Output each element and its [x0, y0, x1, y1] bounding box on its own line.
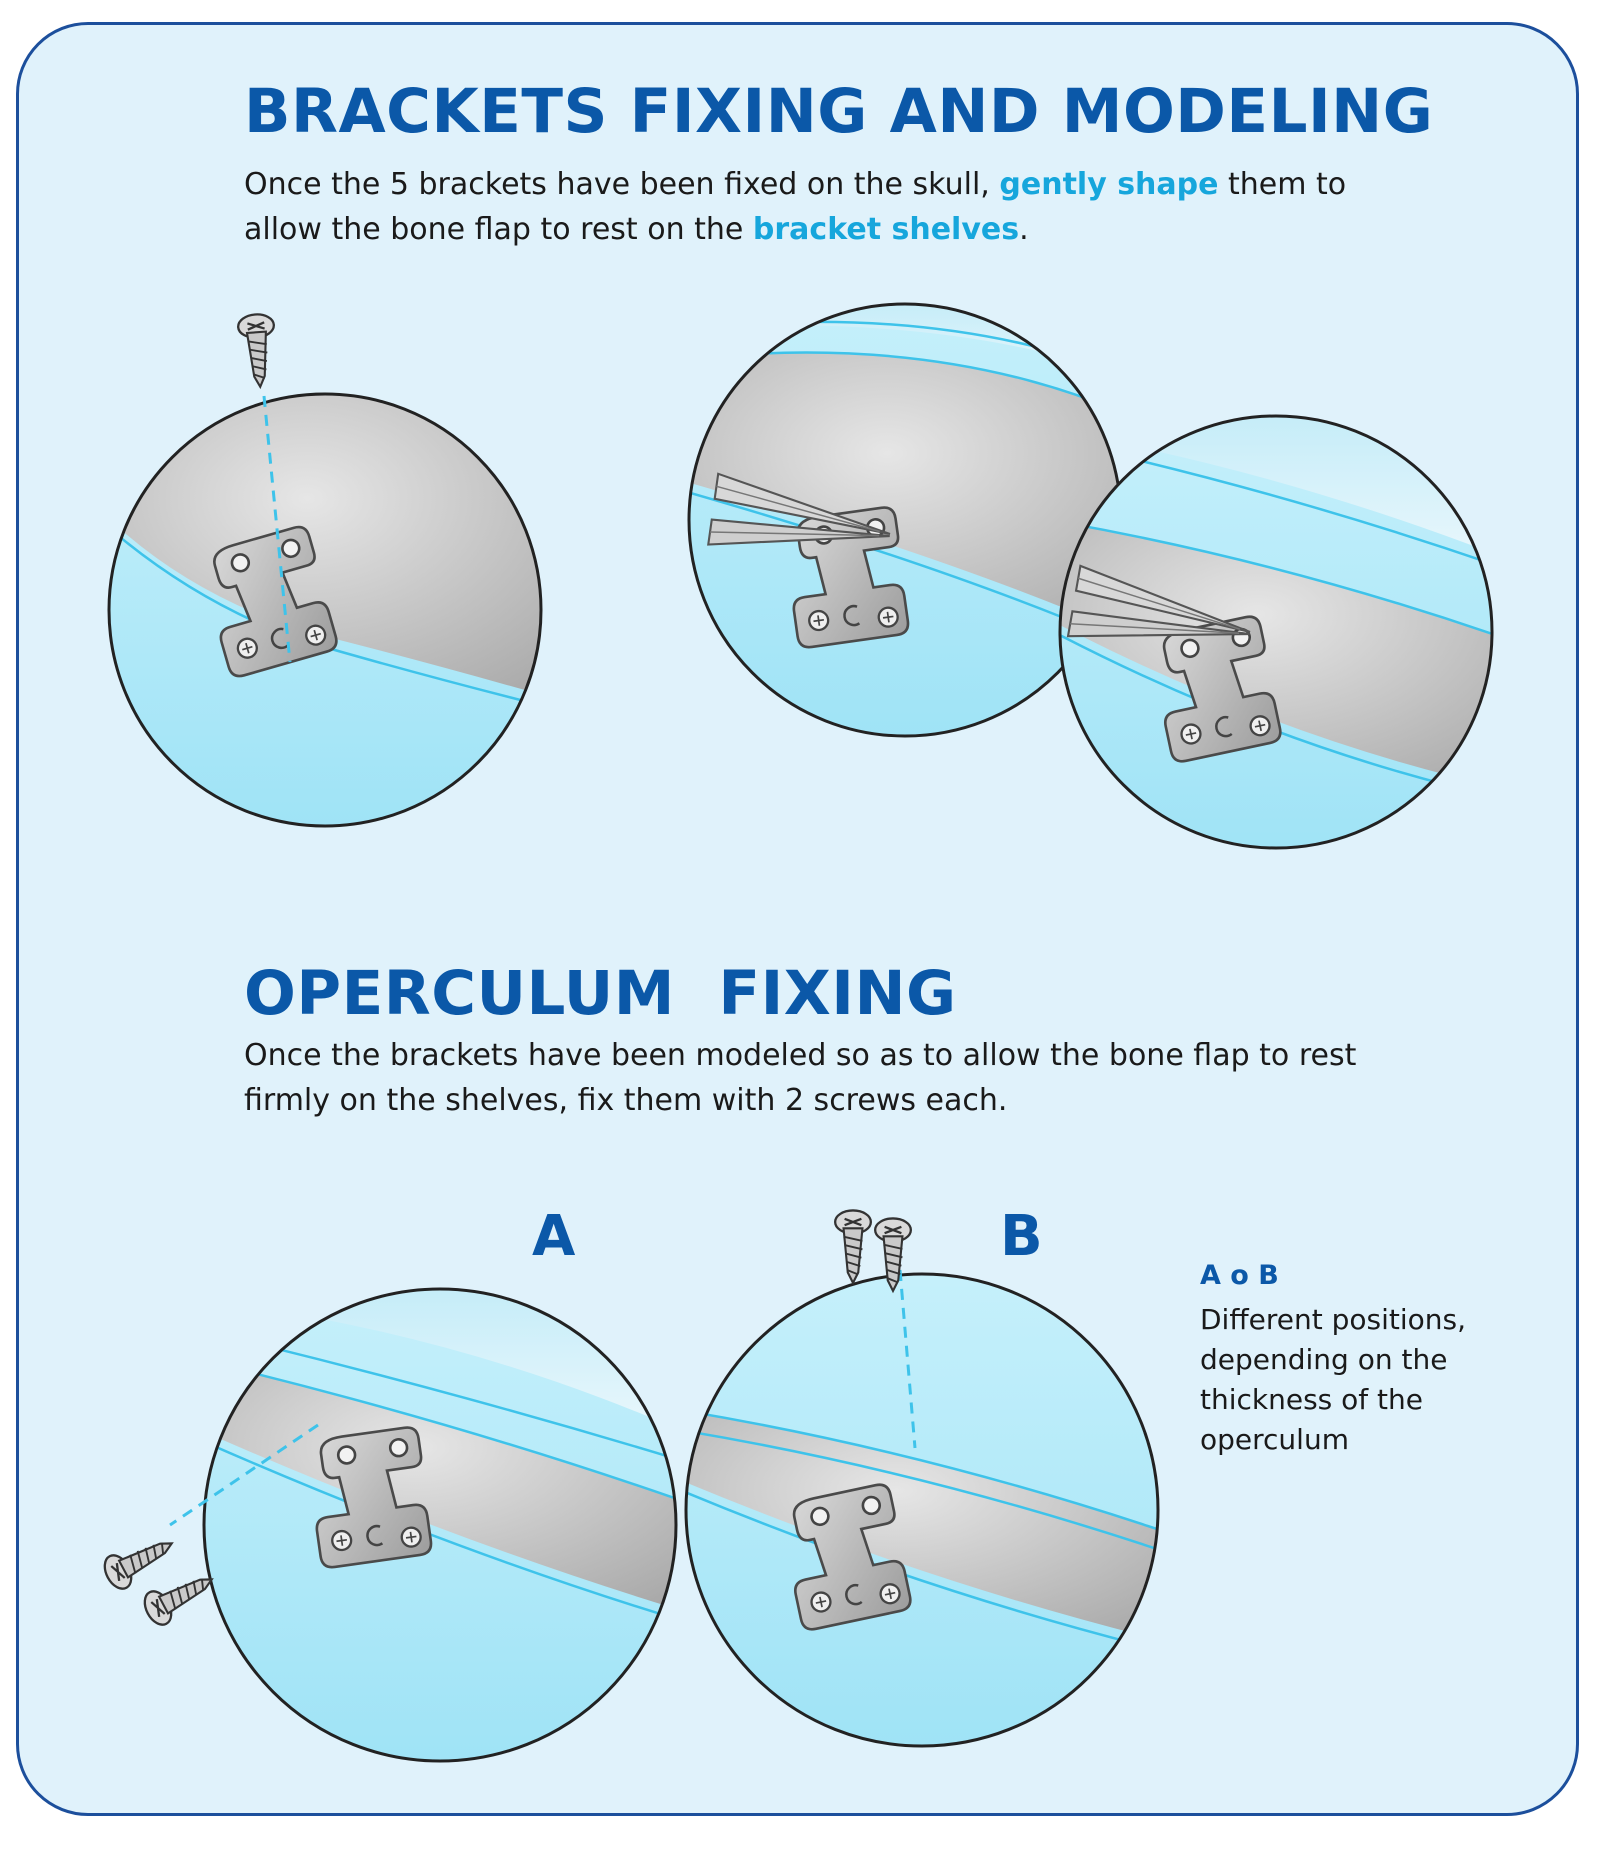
section-text-brackets-line2: allow the bone flap to rest on the bracket shelves. [244, 212, 1029, 247]
note-text: Different positions, depending on the thickness of the operculum [1200, 1303, 1466, 1456]
section-text-operculum-line2: firmly on the shelves, fix them with 2 screws each. [244, 1083, 1008, 1118]
section-text-brackets-line1: Once the 5 brackets have been fixed on the skull, gently shape them to [244, 167, 1347, 202]
section-text-operculum-line1: Once the brackets have been modeled so as to allow the bone flap to rest [244, 1038, 1357, 1073]
note-title: A o B [1200, 1260, 1279, 1291]
illustration-position-b [680, 1210, 1160, 1750]
highlight-bracket-shelves: bracket shelves [752, 212, 1020, 247]
illustration-bracket-on-skull [100, 313, 560, 830]
screw-icon [99, 1528, 180, 1594]
label-position-a: A [532, 1204, 576, 1269]
section-title-brackets: BRACKETS FIXING AND MODELING [244, 76, 1434, 147]
highlight-gently-shape: gently shape [999, 167, 1219, 202]
illustration-shaped-bracket [1050, 410, 1510, 860]
illustration-position-a [99, 1285, 680, 1765]
screw-icon [835, 1210, 871, 1282]
section-title-operculum: OPERCULUM FIXING [244, 958, 957, 1029]
label-position-b: B [1000, 1204, 1043, 1269]
screw-icon [237, 313, 278, 388]
